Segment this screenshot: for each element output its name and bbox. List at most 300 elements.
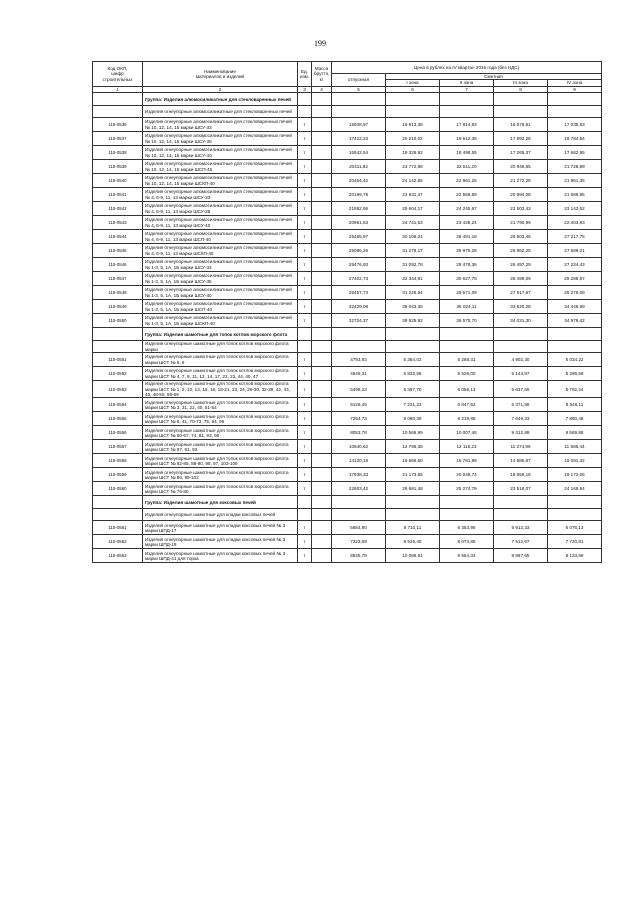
price-cell: 20 210,02	[386, 132, 440, 146]
price-cell: 5 526,00	[440, 367, 494, 381]
group-row	[93, 328, 602, 341]
price-cell: 24 245,67	[440, 202, 494, 216]
price-cell: 9 554,33	[440, 549, 494, 563]
price-cell: 21 961,35	[548, 174, 602, 188]
price-cell	[386, 509, 440, 521]
name-cell: Изделия огнеупорные алюмосиликатные для стекловаренных печей № 10, 12, 14, 15 марки ШСУ-33	[143, 118, 298, 132]
unit-cell: т	[298, 258, 312, 272]
code-cell: 115-0548	[93, 286, 143, 300]
code-cell: 115-0543	[93, 216, 143, 230]
table-row	[93, 202, 602, 216]
price-cell: 20 946,55	[494, 160, 548, 174]
price-cell: 12 115,23	[440, 440, 494, 454]
mass-cell	[312, 426, 332, 440]
price-cell: 25 604,17	[386, 202, 440, 216]
price-cell: 32429,09	[332, 300, 386, 314]
price-cell: 27402,73	[332, 272, 386, 286]
code-cell: 115-0557	[93, 440, 143, 454]
price-cell	[332, 328, 386, 341]
price-cell: 8053,78	[332, 426, 386, 440]
price-cell: 30 109,24	[386, 230, 440, 244]
name-cell: Изделия огнеупорные алюмосиликатные для стекловаренных печей № 10, 12, 14, 15 марки ШСУ-40	[143, 146, 298, 160]
price-cell: 31 226,94	[386, 286, 440, 300]
price-cell: 28 478,36	[440, 258, 494, 272]
price-cell: 27 517,67	[494, 286, 548, 300]
header-zone-1: I зона	[386, 80, 440, 86]
price-cell	[548, 93, 602, 106]
header-price-title: Цена в рублях на IV квартал 2016 года (без НДС)	[332, 62, 602, 74]
price-cell: 8 219,86	[440, 412, 494, 426]
price-cell: 17 265,37	[494, 146, 548, 160]
price-cell: 6 371,98	[494, 398, 548, 412]
header-zone-2: II зона	[440, 80, 494, 86]
table-row	[93, 521, 602, 535]
code-cell: 115-0553	[93, 381, 143, 398]
code-cell: 115-0561	[93, 521, 143, 535]
price-cell: 26 497,29	[494, 258, 548, 272]
price-cell: 17938,33	[332, 468, 386, 482]
mass-cell	[312, 468, 332, 482]
price-cell: 11 586,44	[548, 440, 602, 454]
price-cell: 5 268,31	[440, 353, 494, 367]
price-cell: 6 847,52	[440, 398, 494, 412]
price-cell	[440, 328, 494, 341]
price-cell: 28 481,18	[440, 230, 494, 244]
unit-cell: т	[298, 440, 312, 454]
price-cell: 23 518,07	[494, 482, 548, 496]
price-cell	[548, 509, 602, 521]
price-cell: 7 231,23	[386, 398, 440, 412]
price-cell: 10 086,91	[386, 549, 440, 563]
price-cell: 17 682,95	[548, 146, 602, 160]
code-cell	[93, 509, 143, 521]
mass-cell	[312, 412, 332, 426]
price-cell: 31 092,78	[386, 258, 440, 272]
price-cell: 8 526,40	[386, 535, 440, 549]
mass-cell	[312, 216, 332, 230]
mass-cell	[312, 341, 332, 353]
price-cell: 14120,19	[332, 454, 386, 468]
price-cell: 12 795,36	[386, 440, 440, 454]
mass-cell	[312, 244, 332, 258]
unit-cell	[298, 341, 312, 353]
unit-cell: т	[298, 482, 312, 496]
price-cell: 38 043,35	[386, 300, 440, 314]
code-cell	[93, 106, 143, 118]
price-cell: 17422,23	[332, 132, 386, 146]
mass-cell	[312, 496, 332, 509]
unit-cell: т	[298, 367, 312, 381]
code-cell	[93, 328, 143, 341]
price-cell: 7 512,67	[494, 535, 548, 549]
name-cell: Изделия огнеупорные алюмосиликатные для стекловаренных печей № 4, 6-9, 11, 13 марки ШСУ-33	[143, 188, 298, 202]
unit-cell: т	[298, 118, 312, 132]
price-cell	[548, 496, 602, 509]
name-cell: Изделия огнеупорные алюмосиликатные для стекловаренных печей № 10, 12, 14, 15 марки ШСУ-35	[143, 132, 298, 146]
header-mass: Масса брутто, кг	[312, 62, 332, 87]
code-cell: 115-0547	[93, 272, 143, 286]
price-cell: 16 666,60	[386, 454, 440, 468]
price-cell	[548, 341, 602, 353]
name-cell: Изделия огнеупорные алюмосиликатные для стекловаренных печей № 1-3, 5, 1А, 1Б марки ШСУ-33	[143, 258, 298, 272]
code-cell: 115-0562	[93, 535, 143, 549]
price-cell: 16 576,61	[494, 118, 548, 132]
code-cell: 115-0545	[93, 244, 143, 258]
unit-cell: т	[298, 146, 312, 160]
price-cell: 10 007,46	[440, 426, 494, 440]
price-cell: 6 710,11	[386, 521, 440, 535]
price-cell: 7 860,48	[548, 412, 602, 426]
price-cell: 30 627,78	[440, 272, 494, 286]
price-cell: 24 169,64	[548, 482, 602, 496]
price-cell: 21 173,55	[386, 468, 440, 482]
price-cell: 28 499,09	[494, 272, 548, 286]
unit-cell: т	[298, 314, 312, 328]
code-cell: 115-0549	[93, 300, 143, 314]
table-row	[93, 341, 602, 353]
name-cell: Изделия огнеупорные алюмосиликатные для стекловаренных печей № 4, 6-9, 11, 13 марки ШСП-40	[143, 230, 298, 244]
price-cell: 5 364,02	[386, 353, 440, 367]
code-cell: 115-0555	[93, 412, 143, 426]
code-cell: 115-0559	[93, 468, 143, 482]
unit-cell: т	[298, 202, 312, 216]
unit-cell: т	[298, 426, 312, 440]
mass-cell	[312, 188, 332, 202]
table-row	[93, 426, 602, 440]
name-cell: Изделия огнеупорные шамотные для топок котлов морского флота марки ШСТ № 76-80	[143, 482, 298, 496]
price-cell	[440, 93, 494, 106]
header-code: Код ОКП, шифр строительных	[93, 62, 143, 87]
group-row	[93, 93, 602, 106]
price-cell: 26 962,25	[494, 244, 548, 258]
name-cell: Изделия огнеупорные алюмосиликатные для стекловаренных печей № 10, 12, 14, 15 марки ШСП-45	[143, 160, 298, 174]
price-cell	[386, 106, 440, 118]
table-row	[93, 468, 602, 482]
name-cell: Изделия огнеупорные шамотные для кладки коксовых печей № 3 марки ШПД-41 для торка	[143, 549, 298, 563]
code-cell: 115-0544	[93, 230, 143, 244]
col-number: 5	[332, 86, 386, 92]
code-cell: 115-0560	[93, 482, 143, 496]
mass-cell	[312, 521, 332, 535]
code-cell	[93, 93, 143, 106]
code-cell	[93, 496, 143, 509]
price-cell: 7 720,81	[548, 535, 602, 549]
header-zone-3: III зона	[494, 80, 548, 86]
price-cell: 34 448,69	[548, 300, 602, 314]
name-cell: Изделия огнеупорные алюмосиликатные для стекловаренных печей № 4, 6-9, 11, 13 марки ШСКП-40	[143, 244, 298, 258]
price-cell: 25485,97	[332, 230, 386, 244]
price-cell: 14 685,67	[494, 454, 548, 468]
price-cell	[332, 93, 386, 106]
price-cell	[332, 341, 386, 353]
table-row	[93, 244, 602, 258]
mass-cell	[312, 381, 332, 398]
unit-cell	[298, 328, 312, 341]
price-cell: 11 274,99	[494, 440, 548, 454]
price-cell: 21 728,89	[548, 160, 602, 174]
price-cell: 15 091,32	[548, 454, 602, 468]
header-estimate: Сметная	[386, 74, 602, 80]
unit-cell	[298, 509, 312, 521]
mass-cell	[312, 202, 332, 216]
table-row	[93, 381, 602, 398]
price-cell: 5 832,96	[386, 367, 440, 381]
code-cell: 115-0540	[93, 174, 143, 188]
table-row	[93, 314, 602, 328]
unit-cell: т	[298, 381, 312, 398]
name-cell: Изделия огнеупорные алюмосиликатные для стекловаренных печей № 4, 6-9, 11, 13 марки ШСУ-35	[143, 202, 298, 216]
unit-cell	[298, 93, 312, 106]
table-row	[93, 549, 602, 563]
price-cell: 26 691,48	[386, 482, 440, 496]
unit-cell: т	[298, 160, 312, 174]
table-row	[93, 300, 602, 314]
price-cell	[440, 496, 494, 509]
price-cell: 36 575,70	[440, 314, 494, 328]
col-number: 3	[298, 86, 312, 92]
price-cell: 20411,82	[332, 160, 386, 174]
price-cell: 21 790,99	[494, 216, 548, 230]
price-cell: 22 503,43	[494, 202, 548, 216]
mass-cell	[312, 314, 332, 328]
price-cell	[332, 496, 386, 509]
price-cell: 34 976,42	[548, 314, 602, 328]
price-cell: 16542,54	[332, 146, 386, 160]
unit-cell: т	[298, 244, 312, 258]
price-cell: 5 143,87	[494, 367, 548, 381]
mass-cell	[312, 132, 332, 146]
price-cell: 5684,90	[332, 521, 386, 535]
name-cell: Изделия огнеупорные шамотные для кладки коксовых печей № 3 марки ШПД-19	[143, 535, 298, 549]
price-cell: 36 024,11	[440, 300, 494, 314]
code-cell: 115-0550	[93, 314, 143, 328]
mass-cell	[312, 482, 332, 496]
price-cell: 33 520,28	[494, 300, 548, 314]
name-cell: Изделия огнеупорные шамотные для топок котлов морского флота марки ШСТ № 1, 2, 10, 13, 15, 16, 18-21, 23, 24, 26-30, 32-39, 42, 43, 46, 48-50, 55-59	[143, 381, 298, 398]
price-cell: 18 656,16	[494, 468, 548, 482]
mass-cell	[312, 398, 332, 412]
code-cell: 115-0546	[93, 258, 143, 272]
unit-cell: т	[298, 174, 312, 188]
table-row	[93, 106, 602, 118]
unit-cell: т	[298, 286, 312, 300]
mass-cell	[312, 106, 332, 118]
mass-cell	[312, 230, 332, 244]
price-cell	[440, 509, 494, 521]
price-cell: 24 741,53	[386, 216, 440, 230]
table-body	[93, 93, 602, 563]
unit-cell: т	[298, 300, 312, 314]
mass-cell	[312, 160, 332, 174]
price-cell: 22 403,93	[548, 216, 602, 230]
price-cell: 23 428,24	[440, 216, 494, 230]
unit-cell: т	[298, 412, 312, 426]
price-cell: 8 887,65	[494, 549, 548, 563]
price-cell: 25 274,79	[440, 482, 494, 496]
price-cell: 19 172,06	[548, 468, 602, 482]
mass-cell	[312, 549, 332, 563]
price-cell: 6 397,70	[386, 381, 440, 398]
table-row	[93, 146, 602, 160]
mass-cell	[312, 367, 332, 381]
mass-cell	[312, 258, 332, 272]
code-cell: 115-0563	[93, 549, 143, 563]
col-number: 7	[440, 86, 494, 92]
price-cell: 4 902,30	[494, 353, 548, 367]
header-unit: Ед. изм.	[298, 62, 312, 87]
table-row	[93, 412, 602, 426]
code-cell: 115-0551	[93, 353, 143, 367]
mass-cell	[312, 93, 332, 106]
price-cell: 18 498,55	[440, 146, 494, 160]
group-row	[93, 496, 602, 509]
name-cell: Изделия огнеупорные алюмосиликатные для стекловаренных печей № 10, 12, 14, 15 марки ШСКП-40	[143, 174, 298, 188]
price-cell	[494, 341, 548, 353]
table-row	[93, 132, 602, 146]
price-cell: 27 234,43	[548, 258, 602, 272]
name-cell: Изделия огнеупорные шамотные для топок котлов морского флота марки ШСТ № 4, 7, 9, 11, 12, 14, 17, 22, 23, 44, 45, 47	[143, 367, 298, 381]
table-header	[93, 62, 602, 93]
mass-cell	[312, 118, 332, 132]
header-wholesale: отпускная	[332, 74, 386, 87]
table-row	[93, 440, 602, 454]
col-number: 2	[143, 86, 298, 92]
price-cell: 17 892,26	[494, 132, 548, 146]
price-cell: 19 612,35	[440, 132, 494, 146]
price-cell: 9 569,88	[548, 426, 602, 440]
mass-cell	[312, 286, 332, 300]
code-cell: 115-0556	[93, 426, 143, 440]
table-row	[93, 509, 602, 521]
name-cell: Изделия огнеупорные алюмосиликатные для стекловаренных печей	[143, 106, 298, 118]
price-cell: 4793,93	[332, 353, 386, 367]
price-cell	[386, 496, 440, 509]
name-cell: Изделия огнеупорные шамотные для топок котлов морского флота марки ШСТ № 86, 99-102	[143, 468, 298, 482]
name-cell: Изделия огнеупорные шамотные для топок котлов морского флота марки	[143, 341, 298, 353]
price-cell: 5 637,66	[494, 381, 548, 398]
table-row	[93, 118, 602, 132]
code-cell: 115-0542	[93, 202, 143, 216]
col-number: 8	[494, 86, 548, 92]
price-cell: 5 792,24	[548, 381, 602, 398]
price-cell: 6 353,96	[440, 521, 494, 535]
price-cell: 10840,62	[332, 440, 386, 454]
table-row	[93, 454, 602, 468]
price-cell	[386, 328, 440, 341]
code-cell: 115-0539	[93, 160, 143, 174]
name-cell: Изделия огнеупорные алюмосиликатные для стекловаренных печей № 4, 6-9, 11, 13 марки ШСУ-40	[143, 216, 298, 230]
table-row	[93, 398, 602, 412]
price-cell	[386, 93, 440, 106]
price-cell	[548, 328, 602, 341]
name-cell: Изделия огнеупорные шамотные для кладки коксовых печей	[143, 509, 298, 521]
price-cell: 19 784,54	[548, 132, 602, 146]
price-cell	[494, 93, 548, 106]
unit-cell: т	[298, 535, 312, 549]
table-row	[93, 286, 602, 300]
price-cell: 31 278,17	[386, 244, 440, 258]
price-cell: 6 546,11	[548, 398, 602, 412]
unit-cell: т	[298, 272, 312, 286]
name-cell: Группа: Изделия шамотные для коксовых печей	[143, 496, 298, 509]
table-row	[93, 535, 602, 549]
page-number: 199	[314, 39, 326, 48]
header-zone-4: IV зона	[548, 80, 602, 86]
price-cell: 7 649,33	[494, 412, 548, 426]
price-cell: 19 326,92	[386, 146, 440, 160]
price-cell: 15938,97	[332, 118, 386, 132]
price-cell: 8 073,85	[440, 535, 494, 549]
unit-cell: т	[298, 353, 312, 367]
price-cell	[440, 341, 494, 353]
mass-cell	[312, 454, 332, 468]
mass-cell	[312, 174, 332, 188]
price-cell: 22 511,20	[440, 160, 494, 174]
table-row	[93, 367, 602, 381]
code-cell: 115-0536	[93, 118, 143, 132]
name-cell: Изделия огнеупорные алюмосиликатные для стекловаренных печей № 1-3, 5, 1А, 1Б марки ШСУ-35	[143, 272, 298, 286]
price-cell: 23 143,52	[548, 202, 602, 216]
price-cell	[332, 106, 386, 118]
price-cell: 25476,93	[332, 258, 386, 272]
unit-cell: т	[298, 230, 312, 244]
table-row	[93, 160, 602, 174]
col-number: 1	[93, 86, 143, 92]
price-cell: 7254,73	[332, 412, 386, 426]
header-name: Наименование материалов и изделий	[143, 62, 298, 87]
price-cell: 28 278,09	[548, 286, 602, 300]
price-cell: 9 312,89	[494, 426, 548, 440]
name-cell: Изделия огнеупорные шамотные для топок котлов морского флота марки ШСТ № 60-67, 74, 81, 93, 96	[143, 426, 298, 440]
price-cell: 29 571,09	[440, 286, 494, 300]
price-cell: 26 503,46	[494, 230, 548, 244]
unit-cell: т	[298, 398, 312, 412]
price-cell: 32724,37	[332, 314, 386, 328]
code-cell: 115-0538	[93, 146, 143, 160]
col-number: 6	[386, 86, 440, 92]
price-cell: 17 035,83	[548, 118, 602, 132]
price-cell: 4546,31	[332, 367, 386, 381]
price-cell: 10 566,99	[386, 426, 440, 440]
price-cell: 6 076,13	[548, 521, 602, 535]
unit-cell: т	[298, 132, 312, 146]
price-cell: 38 625,92	[386, 314, 440, 328]
price-cell: 6126,49	[332, 398, 386, 412]
unit-cell: т	[298, 216, 312, 230]
price-cell: 5 034,22	[548, 353, 602, 367]
code-cell	[93, 341, 143, 353]
price-cell	[386, 341, 440, 353]
price-cell: 21692,66	[332, 202, 386, 216]
price-cell: 20454,42	[332, 174, 386, 188]
mass-cell	[312, 328, 332, 341]
price-cell: 20 994,08	[494, 188, 548, 202]
price-table	[92, 61, 602, 563]
price-cell: 26457,73	[332, 286, 386, 300]
price-cell: 20 049,74	[440, 468, 494, 482]
name-cell: Изделия огнеупорные шамотные для топок котлов морского флота марки ШСТ № 82-85, 88-90, 98, 97, 103-109	[143, 454, 298, 468]
code-cell: 115-0537	[93, 132, 143, 146]
price-cell	[494, 328, 548, 341]
price-cell	[494, 509, 548, 521]
name-cell: Группа: Изделия алюмосиликатные для стекловаренных печей	[143, 93, 298, 106]
code-cell: 115-0558	[93, 454, 143, 468]
name-cell: Изделия огнеупорные шамотные для топок котлов морского флота марки ШСТ № 3, 31, 22, 40, 51-54	[143, 398, 298, 412]
price-cell: 15 781,99	[440, 454, 494, 468]
price-cell	[548, 106, 602, 118]
mass-cell	[312, 146, 332, 160]
table-row	[93, 272, 602, 286]
